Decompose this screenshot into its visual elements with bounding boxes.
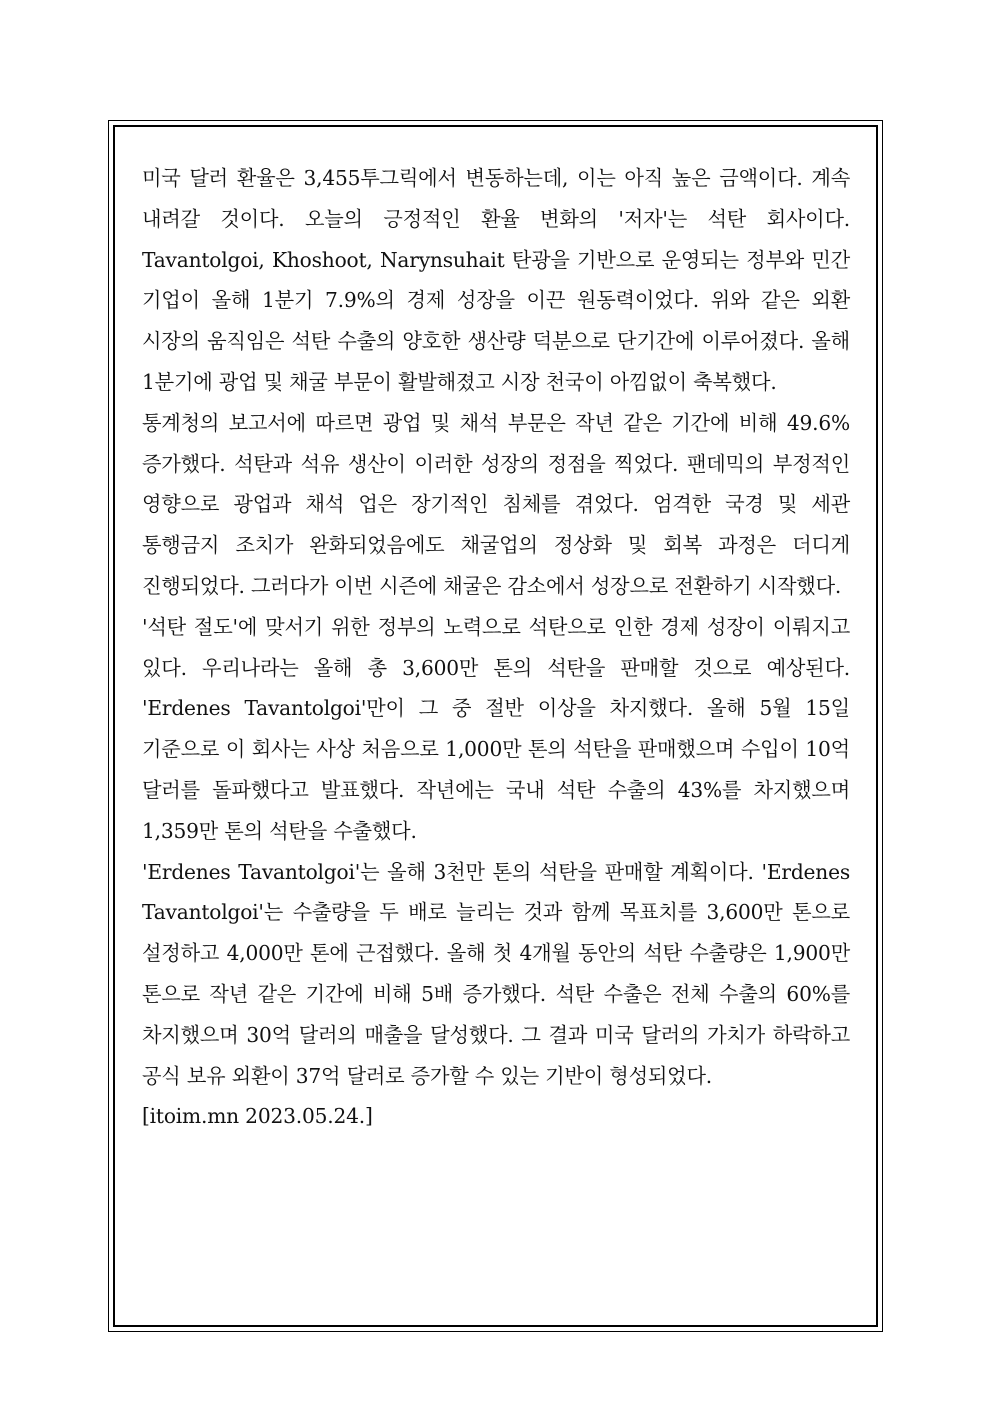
article-paragraph-3: '석탄 절도'에 맞서기 위한 정부의 노력으로 석탄으로 인한 경제 성장이 이뤄지고 있다. 우리나라는 올해 총 3,600만 톤의 석탄을 판매할 것으로 예상된다. 'Erdenes Tavantolgoi'만이 그 중 절반 이상을 차지했다. 올해 5월 15일 기준으로 이 회사는 사상 처음으로 1,000만 톤의 석탄을 판매했으며 수입이 10억 달러를 돌파했다고 발표했다. 작년에는 국내 석탄 수출의 43%를 차지했으며 1,359만 톤의 석탄을 수출했다. [142, 614, 850, 843]
article-paragraph-1: 미국 달러 환율은 3,455투그릭에서 변동하는데, 이는 아직 높은 금액이다. 계속 내려갈 것이다. 오늘의 긍정적인 환율 변화의 '저자'는 석탄 회사이다. Tavantolgoi, Khoshoot, Narynsuhait 탄광을 기반으로 운영되는 정부와 민간 기업이 올해 1분기 7.9%의 경제 성장을 이끈 원동력이었다. 위와 같은 외환 시장의 움직임은 석탄 수출의 양호한 생산량 덕분으로 단기간에 이루어졌다. 올해 1분기에 광업 및 채굴 부문이 활발해졌고 시장 천국이 아낌없이 축복했다. [142, 166, 850, 394]
article-paragraph-2: 통계청의 보고서에 따르면 광업 및 채석 부문은 작년 같은 기간에 비해 49.6% 증가했다. 석탄과 석유 생산이 이러한 성장의 정점을 찍었다. 팬데믹의 부정적인 영향으로 광업과 채석 업은 장기적인 침체를 겪었다. 엄격한 국경 및 세관 통행금지 조치가 완화되었음에도 채굴업의 정상화 및 회복 과정은 더디게 진행되었다. 그러다가 이번 시즌에 채굴은 감소에서 성장으로 전환하기 시작했다. [142, 410, 850, 598]
article-source: [itoim.mn 2023.05.24.] [142, 1104, 373, 1129]
article-body [142, 158, 850, 1137]
article-paragraph-4: 'Erdenes Tavantolgoi'는 올해 3천만 톤의 석탄을 판매할 계획이다. 'Erdenes Tavantolgoi'는 수출량을 두 배로 늘리는 것과 함께 목표치를 3,600만 톤으로 설정하고 4,000만 톤에 근접했다. 올해 첫 4개월 동안의 석탄 수출량은 1,900만 톤으로 작년 같은 기간에 비해 5배 증가했다. 석탄 수출은 전체 수출의 60%를 차지했으며 30억 달러의 매출을 달성했다. 그 결과 미국 달러의 가치가 하락하고 공식 보유 외환이 37억 달러로 증가할 수 있는 기반이 형성되었다. [142, 859, 850, 1088]
